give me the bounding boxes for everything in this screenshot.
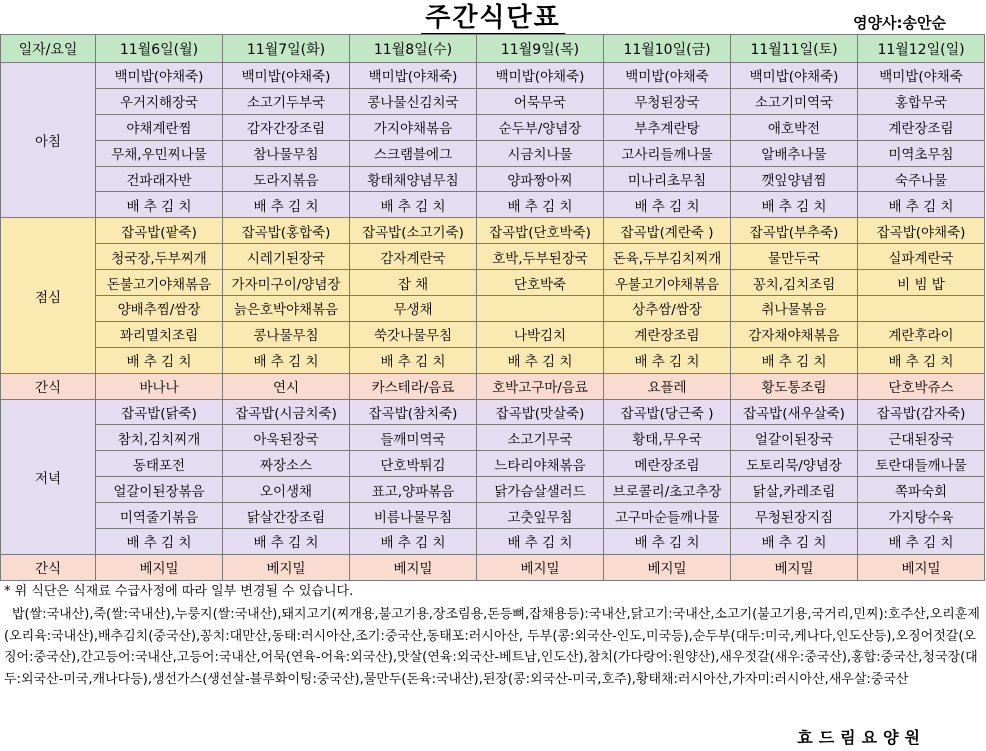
menu-cell: 미나리초무침 — [604, 166, 731, 192]
menu-cell: 잡곡밥(단호박죽) — [477, 218, 604, 244]
menu-cell: 배 추 김 치 — [350, 192, 477, 218]
menu-cell: 애호박전 — [731, 114, 858, 140]
menu-cell: 미역초무침 — [858, 140, 985, 166]
menu-row — [1, 114, 985, 140]
menu-cell: 단호박죽 — [477, 270, 604, 296]
menu-cell: 닭살간장조림 — [223, 503, 350, 529]
menu-cell: 꽁치,김치조림 — [731, 270, 858, 296]
menu-cell: 카스테라/음료 — [350, 373, 477, 399]
menu-row — [1, 140, 985, 166]
menu-cell: 잡곡밥(당근죽 ) — [604, 399, 731, 425]
menu-cell: 가지야채볶음 — [350, 114, 477, 140]
menu-row — [1, 451, 985, 477]
menu-cell: 토란대들깨나물 — [858, 451, 985, 477]
dietitian-name: 영양사:송안순 — [853, 14, 946, 32]
menu-cell: 감자계란국 — [350, 244, 477, 270]
menu-cell: 베지밀 — [223, 554, 350, 580]
menu-cell: 근대된장국 — [858, 425, 985, 451]
menu-row — [1, 529, 985, 555]
menu-cell: 가자미구이/양념장 — [223, 270, 350, 296]
menu-cell: 백미밥(야채죽) — [350, 63, 477, 89]
menu-cell: 콩나물무침 — [223, 321, 350, 347]
menu-cell: 비름나물무침 — [350, 503, 477, 529]
menu-cell: 요플레 — [604, 373, 731, 399]
menu-row — [1, 321, 985, 347]
menu-cell: 표고,양파볶음 — [350, 477, 477, 503]
menu-cell: 배 추 김 치 — [96, 347, 223, 373]
menu-cell: 감자채야채볶음 — [731, 321, 858, 347]
menu-cell: 잡곡밥(부추죽) — [731, 218, 858, 244]
menu-cell: 깻잎양념찜 — [731, 166, 858, 192]
menu-cell: 연시 — [223, 373, 350, 399]
menu-cell: 배 추 김 치 — [858, 347, 985, 373]
menu-cell: 잡곡밥(새우살죽) — [731, 399, 858, 425]
menu-cell: 부추계란탕 — [604, 114, 731, 140]
menu-cell: 감자간장조림 — [223, 114, 350, 140]
menu-cell: 비 빔 밥 — [858, 270, 985, 296]
menu-cell: 숙주나물 — [858, 166, 985, 192]
meal-label: 점심 — [1, 218, 96, 373]
menu-cell: 베지밀 — [350, 554, 477, 580]
menu-cell: 닭살,카레조림 — [731, 477, 858, 503]
day-header: 11월6일(월) — [96, 35, 223, 63]
menu-cell: 양배추찜/쌈장 — [96, 296, 223, 322]
menu-cell: 돈불고기야채볶음 — [96, 270, 223, 296]
menu-cell: 참나물무침 — [223, 140, 350, 166]
menu-cell: 백미밥(야채죽 — [604, 63, 731, 89]
menu-cell: 무청된장국 — [604, 88, 731, 114]
menu-cell: 단호박쥬스 — [858, 373, 985, 399]
menu-cell: 배 추 김 치 — [858, 192, 985, 218]
menu-row — [1, 88, 985, 114]
meal-label: 아침 — [1, 63, 96, 218]
day-header: 11월9일(목) — [477, 35, 604, 63]
change-notice: * 위 식단은 식재료 수급사정에 따라 일부 변경될 수 있습니다. — [4, 584, 354, 599]
menu-cell: 소고기무국 — [477, 425, 604, 451]
menu-cell: 스크램블에그 — [350, 140, 477, 166]
menu-cell: 홍합무국 — [858, 88, 985, 114]
menu-cell: 황도통조림 — [731, 373, 858, 399]
menu-cell: 바나나 — [96, 373, 223, 399]
menu-cell: 배 추 김 치 — [477, 192, 604, 218]
menu-cell: 오이생채 — [223, 477, 350, 503]
menu-cell: 브로콜리/초고추장 — [604, 477, 731, 503]
menu-cell: 건파래자반 — [96, 166, 223, 192]
menu-cell: 베지밀 — [731, 554, 858, 580]
menu-cell: 배 추 김 치 — [477, 347, 604, 373]
menu-cell: 고춧잎무침 — [477, 503, 604, 529]
menu-cell: 잡곡밥(시금치죽) — [223, 399, 350, 425]
menu-cell: 시레기된장국 — [223, 244, 350, 270]
menu-cell: 느타리야채볶음 — [477, 451, 604, 477]
menu-row — [1, 270, 985, 296]
menu-cell: 참치,김치찌개 — [96, 425, 223, 451]
menu-cell: 소고기미역국 — [731, 88, 858, 114]
menu-cell: 알배추나물 — [731, 140, 858, 166]
menu-cell: 양파짱아찌 — [477, 166, 604, 192]
menu-row — [1, 296, 985, 322]
menu-cell: 베지밀 — [477, 554, 604, 580]
menu-cell: 꽈리멸치조림 — [96, 321, 223, 347]
menu-cell: 우거지해장국 — [96, 88, 223, 114]
menu-cell: 배 추 김 치 — [350, 347, 477, 373]
menu-cell: 배 추 김 치 — [477, 529, 604, 555]
menu-cell: 배 추 김 치 — [350, 529, 477, 555]
menu-cell: 짜장소스 — [223, 451, 350, 477]
menu-cell: 물만두국 — [731, 244, 858, 270]
menu-cell: 무청된장지짐 — [731, 503, 858, 529]
menu-cell: 잡곡밥(참치죽) — [350, 399, 477, 425]
menu-row — [1, 477, 985, 503]
menu-row — [1, 166, 985, 192]
meal-label: 간식 — [1, 554, 96, 580]
origin-info: 밥(쌀:국내산),죽(쌀:국내산),누룽지(쌀:국내산),돼지고기(찌개용,불고기용,장조림용,돈등뼈,잡채용등):국내산,닭고기:국내산,소고기(불고기용,국거리,민찌):호주산,오리훈제(오리육:국내산),배추김치(중국산),꽁치:대만산,동태:러시아산,조기:중국산,동태포:러시아산, 두부(콩:외국산-인도,미국등),순두부(대두:미국,케나다,인도산등),오징어젓갈(오징어:중국산),간고등어:국내산,고등어:국내산,어묵(연육-어육:외국산),맛살(연육:외국산-베트남,인도산),참치(가다랑어:원양산),새우젓갈(새우:중국산),홍합:중국산,청국장(대두:외국산-미국,캐나다등),생선가스(생선살-블루화이팅:중국산),물만두(돈육:국내산),된장(콩:외국산-미국,호주),황태채:러시아산,가자미:러시아산,새우살:중국산 — [4, 607, 980, 687]
menu-row — [1, 399, 985, 425]
menu-cell: 고구마순들깨나물 — [604, 503, 731, 529]
menu-cell: 배 추 김 치 — [604, 192, 731, 218]
menu-cell: 상추쌈/쌈장 — [604, 296, 731, 322]
menu-cell: 배 추 김 치 — [731, 529, 858, 555]
menu-cell: 배 추 김 치 — [223, 347, 350, 373]
menu-cell: 돈육,두부김치찌개 — [604, 244, 731, 270]
menu-cell: 배 추 김 치 — [96, 529, 223, 555]
menu-cell: 배 추 김 치 — [223, 529, 350, 555]
menu-cell: 미역줄기볶음 — [96, 503, 223, 529]
menu-cell: 순두부/양념장 — [477, 114, 604, 140]
menu-row — [1, 347, 985, 373]
menu-cell: 백미밥(야채죽) — [731, 63, 858, 89]
menu-cell: 황태,무우국 — [604, 425, 731, 451]
menu-cell: 시금치나물 — [477, 140, 604, 166]
menu-cell: 도토리묵/양념장 — [731, 451, 858, 477]
menu-cell: 메란장조림 — [604, 451, 731, 477]
menu-cell: 계란장조림 — [858, 114, 985, 140]
menu-row — [1, 373, 985, 399]
menu-cell: 들깨미역국 — [350, 425, 477, 451]
menu-cell: 콩나물신김치국 — [350, 88, 477, 114]
corner-header: 일자/요일 — [1, 35, 96, 63]
menu-cell: 배 추 김 치 — [731, 192, 858, 218]
menu-cell: 배 추 김 치 — [96, 192, 223, 218]
day-header: 11월11일(토) — [731, 35, 858, 63]
menu-row — [1, 244, 985, 270]
menu-cell: 계란후라이 — [858, 321, 985, 347]
menu-cell: 실파계란국 — [858, 244, 985, 270]
menu-row — [1, 63, 985, 89]
menu-cell: 얼갈이된장국 — [731, 425, 858, 451]
menu-cell: 배 추 김 치 — [604, 529, 731, 555]
menu-cell: 계란장조림 — [604, 321, 731, 347]
menu-cell: 잡곡밥(팥죽) — [96, 218, 223, 244]
header-row — [1, 35, 985, 63]
menu-cell: 쑥갓나물무침 — [350, 321, 477, 347]
day-header: 11월10일(금) — [604, 35, 731, 63]
menu-cell: 얼갈이된장볶음 — [96, 477, 223, 503]
menu-cell: 베지밀 — [96, 554, 223, 580]
menu-cell: 무생채 — [350, 296, 477, 322]
menu-cell: 어묵무국 — [477, 88, 604, 114]
menu-row — [1, 503, 985, 529]
menu-cell: 취나물볶음 — [731, 296, 858, 322]
menu-cell — [477, 296, 604, 322]
menu-cell: 잡곡밥(홍합죽) — [223, 218, 350, 244]
menu-body — [1, 63, 985, 581]
menu-cell: 고사리들깨나물 — [604, 140, 731, 166]
menu-cell: 잡곡밥(계란죽 ) — [604, 218, 731, 244]
menu-row — [1, 192, 985, 218]
menu-cell: 닭가슴살샐러드 — [477, 477, 604, 503]
menu-cell: 야채계란찜 — [96, 114, 223, 140]
menu-cell: 소고기두부국 — [223, 88, 350, 114]
menu-cell: 베지밀 — [858, 554, 985, 580]
menu-cell: 배 추 김 치 — [858, 529, 985, 555]
menu-cell: 늙은호박야채볶음 — [223, 296, 350, 322]
menu-cell: 동태포전 — [96, 451, 223, 477]
facility-name: 효드림요양원 — [797, 728, 926, 747]
menu-cell: 무채,우민찌나물 — [96, 140, 223, 166]
menu-cell — [858, 296, 985, 322]
menu-cell: 잡곡밥(감자죽) — [858, 399, 985, 425]
menu-cell: 단호박튀김 — [350, 451, 477, 477]
menu-cell: 호박,두부된장국 — [477, 244, 604, 270]
day-header: 11월8일(수) — [350, 35, 477, 63]
weekly-menu-table — [0, 34, 985, 581]
menu-row — [1, 554, 985, 580]
menu-cell: 배 추 김 치 — [604, 347, 731, 373]
menu-cell: 잡곡밥(야채죽) — [858, 218, 985, 244]
menu-row — [1, 425, 985, 451]
day-header: 11월12일(일) — [858, 35, 985, 63]
menu-cell: 황태채양념무침 — [350, 166, 477, 192]
menu-cell: 가지탕수육 — [858, 503, 985, 529]
menu-cell: 호박고구마/음료 — [477, 373, 604, 399]
menu-cell: 청국장,두부찌개 — [96, 244, 223, 270]
menu-cell: 나박김치 — [477, 321, 604, 347]
menu-cell: 잡곡밥(맛살죽) — [477, 399, 604, 425]
menu-cell: 백미밥(야채죽) — [223, 63, 350, 89]
menu-cell: 잡 채 — [350, 270, 477, 296]
menu-cell: 도라지볶음 — [223, 166, 350, 192]
menu-cell: 잡곡밥(닭죽) — [96, 399, 223, 425]
menu-row — [1, 218, 985, 244]
meal-label: 저녁 — [1, 399, 96, 554]
menu-cell: 배 추 김 치 — [223, 192, 350, 218]
menu-cell: 백미밥(야채죽) — [477, 63, 604, 89]
menu-cell: 백미밥(야채죽) — [96, 63, 223, 89]
meal-label: 간식 — [1, 373, 96, 399]
menu-cell: 우불고기야채볶음 — [604, 270, 731, 296]
menu-cell: 백미밥(야채죽 — [858, 63, 985, 89]
menu-cell: 배 추 김 치 — [731, 347, 858, 373]
menu-cell: 베지밀 — [604, 554, 731, 580]
menu-cell: 잡곡밥(소고기죽) — [350, 218, 477, 244]
menu-cell: 쪽파숙회 — [858, 477, 985, 503]
day-header: 11월7일(화) — [223, 35, 350, 63]
menu-cell: 아욱된장국 — [223, 425, 350, 451]
page-title: 주간식단표 — [0, 0, 986, 34]
